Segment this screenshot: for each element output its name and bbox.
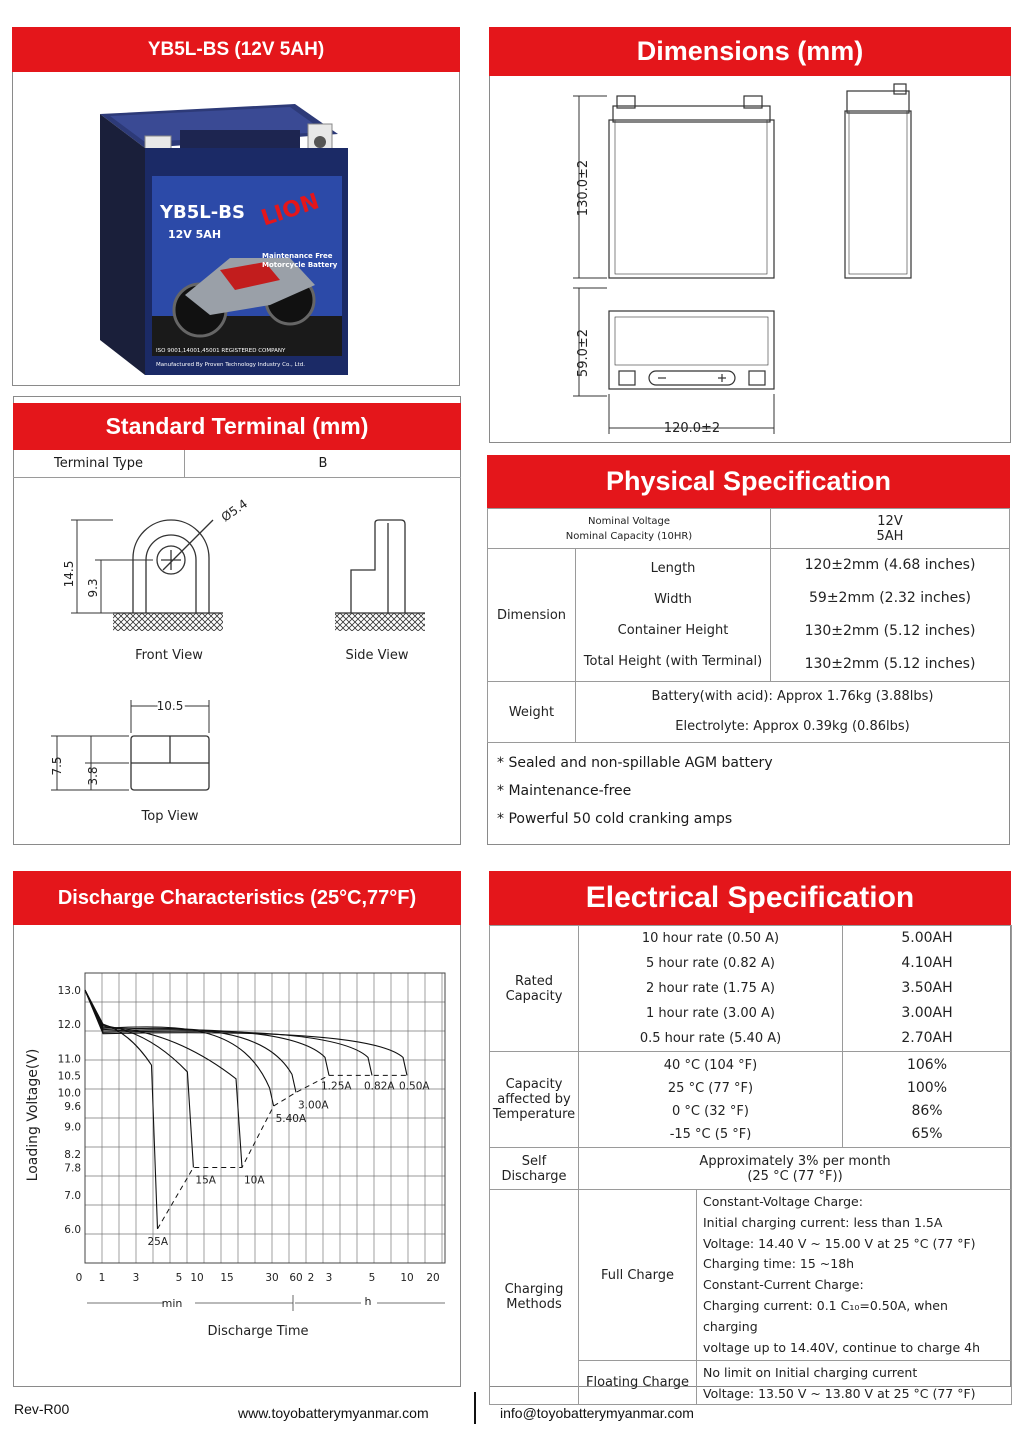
rated-capacity-label: Rated Capacity [490,926,579,1052]
feature-list [487,743,1010,839]
temp-row-value: 86% [911,1102,943,1119]
x-tick-label: 5 [175,1272,183,1284]
feature-item: * Sealed and non-spillable AGM battery [497,755,773,771]
temp-rows-values [843,1052,1012,1148]
battery-iso-text: ISO 9001,14001,45001 REGISTERED COMPANY [156,348,286,354]
y-axis-label: Loading Voltage(V) [25,1048,41,1182]
rated-row-label: 0.5 hour rate (5.40 A) [639,1031,782,1046]
battery-image [90,90,360,380]
electrical-title: Electrical Specification [489,871,1011,925]
y-tick-label: 13.0 [57,985,81,998]
terminal-type-row [13,450,461,478]
feature-item: * Maintenance-free [497,783,632,799]
full-charge-line: Constant-Voltage Charge: [703,1194,863,1209]
series-label: 0.50A [399,1080,430,1093]
temp-row-label: -15 °C (5 °F) [669,1126,752,1142]
dim-row-width-value: 59±2mm (2.32 inches) [809,590,971,606]
full-charge-line: Constant-Current Charge: [703,1277,864,1293]
cutoff-dashed-line [158,1075,408,1229]
dimension-height-label: 130.0±2 [576,159,591,217]
dim-row-total-value: 130±2mm (5.12 inches) [804,656,976,672]
x-tick-label: 5 [368,1272,376,1284]
terminal-side-icon [351,520,405,613]
charging-methods-label: Charging Methods [490,1190,579,1405]
nominal-voltage-label: Nominal Voltage [587,515,671,527]
weight-electrolyte-value: Electrolyte: Approx 0.39kg (0.86lbs) [675,719,910,734]
y-tick-label: 10.5 [57,1070,81,1083]
dimension-rows-labels [576,549,771,682]
rated-rows-values [843,926,1012,1052]
email-link[interactable]: info@toyobatterymyanmar.com [500,1405,694,1421]
rated-row-label: 2 hour rate (1.75 A) [646,981,775,996]
floating-charge-label: Floating Charge [579,1361,697,1405]
full-charge-label: Full Charge [579,1190,697,1361]
y-tick-label: 6.0 [64,1223,81,1236]
dimension-width-label: 59.0±2 [576,328,591,378]
dimension-front-view [609,96,774,278]
dimension-label-cell: Dimension [488,549,576,682]
floating-charge-line: Voltage: 13.50 V ~ 13.80 V at 25 °C (77 °F) [703,1385,976,1401]
nominal-values-cell [771,509,1010,549]
temp-row-label: 25 °C (77 °F) [667,1080,754,1096]
terminal-height-label: 14.5 [62,560,76,588]
dimensions-drawing [489,76,1011,443]
y-tick-label: 12.0 [57,1019,81,1032]
x-tick-label: 20 [426,1272,440,1284]
dim-row-container-value: 130±2mm (5.12 inches) [804,623,976,639]
dim-row-container-label: Container Height [617,623,729,638]
battery-brand-text: LION [258,189,323,232]
full-charge-line: Charging current: 0.1 C₁₀=0.50A, when charging [703,1297,948,1334]
terminal-hole-label: Ø5.4 [218,496,251,525]
self-discharge-label: Self Discharge [490,1148,579,1190]
battery-front [100,114,145,375]
dimension-side-view [845,84,911,278]
temp-row-value: 65% [911,1125,943,1142]
rated-row-value: 4.10AH [901,955,953,971]
series-label: 15A [195,1174,216,1187]
front-view-label: Front View [135,648,203,663]
x-tick-label: 60 [289,1272,303,1284]
battery-tagline1: Maintenance Free [262,252,333,260]
x-tick-label: 15 [220,1272,234,1284]
revision-label: Rev-R00 [14,1401,70,1417]
side-view-label: Side View [345,648,409,663]
series-label: 25A [147,1235,169,1248]
dim-row-length-label: Length [650,561,696,576]
y-tick-label: 9.6 [64,1101,81,1114]
terminal-type-label: Terminal Type [13,450,185,477]
nominal-labels-cell [488,509,771,549]
battery-rating-text: 12V 5AH [168,228,222,241]
dim-row-width-label: Width [654,592,692,607]
y-tick-label: 10.0 [57,1087,81,1100]
full-charge-line: Charging time: 15 ~18h [703,1256,855,1272]
floating-charge-line: No limit on Initial charging current [703,1364,918,1380]
full-charge-line: Voltage: 14.40 V ~ 15.00 V at 25 °C (77 °F) [703,1235,976,1251]
temp-row-value: 106% [906,1056,948,1073]
series-label: 1.25A [321,1080,352,1093]
terminal-drawing [13,478,461,845]
nominal-capacity-value: 5AH [876,528,904,544]
x-tick-label: 10 [400,1272,414,1284]
full-charge-text [697,1190,1012,1361]
x-tick-label: 0 [75,1272,83,1284]
y-tick-label: 11.0 [57,1053,81,1066]
dimensions-title: Dimensions (mm) [489,27,1011,76]
series-line-10a [85,990,242,1167]
x-unit-h: h [364,1295,372,1308]
terminal-center-label: 9.3 [86,578,100,598]
product-title: YB5L-BS (12V 5AH) [12,27,460,72]
terminal-top-half-label: 3.8 [86,766,100,786]
temp-row-value: 100% [906,1079,948,1096]
battery-tagline2: Motorcycle Battery [262,261,338,269]
physical-title: Physical Specification [487,455,1010,508]
x-tick-label: 2 [307,1272,315,1284]
dim-row-total-label: Total Height (with Terminal) [583,654,763,669]
battery-maker-text: Manufactured By Proven Technology Industry Co., Ltd. [156,362,305,368]
top-view-label: Top View [141,809,199,824]
nominal-voltage-value: 12V [877,513,903,529]
dimension-top-view [609,311,774,389]
weight-label-cell: Weight [488,682,576,743]
floating-charge-text [697,1361,1012,1405]
weight-battery-value: Battery(with acid): Approx 1.76kg (3.88lbs) [651,689,934,704]
x-unit-min: min [161,1297,183,1310]
feature-item: * Powerful 50 cold cranking amps [497,811,733,827]
dimension-length-label: 120.0±2 [663,421,721,436]
x-tick-label: 3 [325,1272,333,1284]
website-link[interactable]: www.toyobatterymyanmar.com [238,1405,429,1421]
rated-row-value: 3.00AH [901,1005,953,1021]
dimension-rows-values [771,549,1010,682]
series-line-15a [85,990,193,1167]
x-axis-label: Discharge Time [207,1324,309,1339]
series-label: 5.40A [275,1113,307,1126]
series-line-25a [85,990,158,1229]
temperature-label: Capacity affected by Temperature [490,1052,579,1148]
self-discharge-value [579,1148,1012,1190]
y-tick-label: 7.0 [64,1189,81,1202]
y-tick-label: 7.8 [64,1162,81,1175]
x-tick-label: 3 [132,1272,140,1284]
y-tick-label: 8.2 [64,1148,81,1161]
x-tick-label: 1 [98,1272,106,1284]
physical-table [487,508,1010,839]
x-tick-label: 10 [190,1272,204,1284]
rated-row-label: 1 hour rate (3.00 A) [646,1006,775,1021]
rated-row-label: 10 hour rate (0.50 A) [641,931,780,946]
terminal-front-icon [133,520,213,613]
x-tick-label: 30 [265,1272,279,1284]
full-charge-line: voltage up to 14.40V, continue to charge 4h [703,1339,981,1355]
weight-values-cell [576,682,1010,743]
dim-row-length-value: 120±2mm (4.68 inches) [804,557,976,573]
series-label: 3.00A [298,1099,329,1112]
terminal-width-label: 10.5 [156,699,184,713]
discharge-chart [13,925,461,1385]
terminal-top-icon [131,736,209,790]
terminal-type-value: B [318,456,328,471]
rated-row-value: 2.70AH [901,1030,953,1046]
discharge-title: Discharge Characteristics (25°C,77°F) [13,871,461,925]
y-tick-label: 9.0 [64,1121,81,1134]
temp-row-label: 40 °C (104 °F) [663,1057,758,1073]
series-label: 0.82A [364,1080,395,1093]
footer-divider [474,1392,476,1424]
rated-rows-labels [579,926,843,1052]
rated-row-label: 5 hour rate (0.82 A) [646,956,775,971]
full-charge-line: Initial charging current: less than 1.5A [703,1214,943,1230]
terminal-title: Standard Terminal (mm) [13,403,461,450]
series-label: 10A [244,1174,265,1187]
temp-rows-labels [579,1052,843,1148]
rated-row-value: 5.00AH [901,930,953,946]
battery-model-text: YB5L-BS [160,202,245,223]
terminal-top-height-label: 7.5 [50,756,64,776]
electrical-table [489,925,1011,1405]
temp-row-label: 0 °C (32 °F) [672,1103,749,1119]
self-discharge-line2: (25 °C (77 °F)) [747,1168,843,1184]
self-discharge-line1: Approximately 3% per month [699,1153,891,1169]
nominal-capacity-label: Nominal Capacity (10HR) [565,530,693,542]
rated-row-value: 3.50AH [901,980,953,996]
